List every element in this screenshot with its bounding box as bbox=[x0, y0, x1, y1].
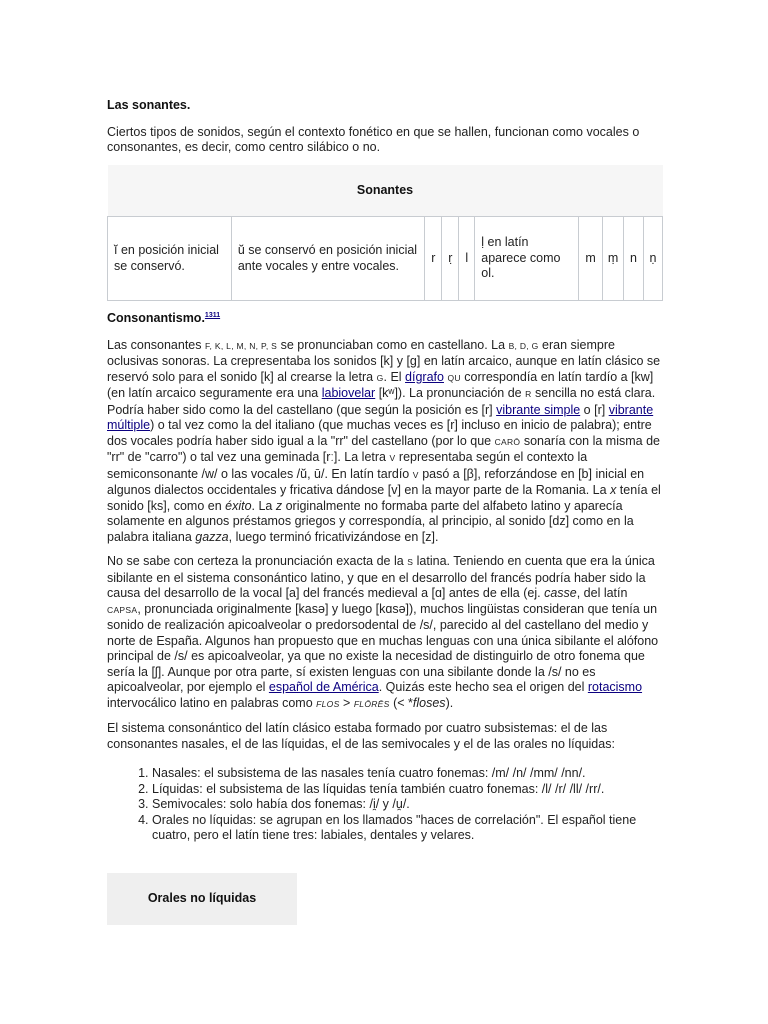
sibilant-paragraph: No se sabe con certeza la pronunciación exacta de la S latina. Teniendo en cuenta que era la única sibilante en el sistema consonántico latino, y que en el desarrollo del francés podría haber sido la causa del desarrollo de la vocal [a] del francés medieval a [ɑ] antes de ella (ej. casse, del latín CAPSA, pronunciada originalmente [kasə] y luego [kɑsə]), muchos lingüistas consideran que tenía un sonido de realización apicoalveolar o predorsodental de /s/, parecido al del castellano del medio y norte de España. Algunos han propuesto que en muchas lenguas con una única sibilante el alófono principal de /s/ es apicoalveolar, ya que no existe la necesidad de distinguirlo de otro fonema que sería la [ʃ]. Aunque por otra parte, sí existen lenguas con una sibilante donde la /s/ no es apicoalveolar, por ejemplo el español de América. Quizás este hecho sea el origen del rotacismo intervocálico latino en palabras como FLOS > FLŌRĒS (< *floses). bbox=[107, 554, 659, 710]
list-item: 2. Líquidas: el subsistema de las líquidas tenía también cuatro fonemas: /l/ /r/ /ll/ /rr/. bbox=[152, 782, 663, 798]
orales-no-liquidas-header: Orales no líquidas bbox=[107, 873, 297, 925]
link-vibrante-multiple[interactable]: vibrante múltiple bbox=[107, 402, 654, 432]
table-cell: ŭ se conservó en posición inicial ante vocales y entre vocales. bbox=[231, 217, 425, 301]
link-labiovelar[interactable]: labiovelar bbox=[321, 386, 376, 400]
table-caption: Sonantes bbox=[108, 165, 663, 217]
list-item: 3. Semivocales: solo había dos fonemas: /i̯/ y /u̯/. bbox=[152, 797, 663, 813]
subsystems-list bbox=[107, 766, 663, 844]
link-digrafo[interactable]: dígrafo bbox=[405, 369, 444, 384]
subsystems-paragraph: El sistema consonántico del latín clásico estaba formado por cuatro subsistemas: el de las consonantes nasales, el de las líquidas, el de las semivocales y el de las orales no líquidas: bbox=[107, 721, 615, 751]
link-vibrante-simple[interactable]: vibrante simple bbox=[496, 402, 581, 417]
table-cell: l bbox=[459, 217, 475, 301]
table-cell: ĭ en posición inicial se conservó. bbox=[108, 217, 232, 301]
table-row bbox=[108, 217, 663, 301]
section-heading-sonantes: Las sonantes. bbox=[107, 98, 191, 112]
table-cell: ṇ bbox=[643, 217, 662, 301]
link-rotacismo[interactable]: rotacismo bbox=[587, 680, 643, 694]
article-content bbox=[107, 98, 663, 906]
link-espanol-de-america[interactable]: español de América bbox=[268, 680, 379, 694]
section-heading-consonantismo bbox=[107, 311, 663, 327]
list-item: 1. Nasales: el subsistema de las nasales tenía cuatro fonemas: /m/ /n/ /mm/ /nn/. bbox=[152, 766, 663, 782]
consonantismo-title: Consonantismo. bbox=[107, 311, 205, 325]
sonantes-table bbox=[107, 165, 663, 302]
consonants-paragraph: Las consonantes F, K, L, M, N, P, S se pronunciaban como en castellano. La B, D, G eran siempre oclusivas sonoras. La crepresentaba los sonidos [k] y [g] en latín arcaico, aunque en latín clásico se reservó solo para el sonido [k] al crearse la letra G. El dígrafo QU correspondía en latín tardío a [kw] (en latín arcaico seguramente era una labiovelar [kʷ]). La pronunciación de R sencilla no está clara. Podría haber sido como la del castellano (que según la posición es [r] vibrante simple o [r] vibrante múltiple) o tal vez como la del italiano (que muchas veces es [r] incluso en inicio de palabra); entre dos vocales podría haber sido igual a la "rr" del castellano (por lo que CARŌ sonaría con la misma de "rr" de "carro") o tal vez una geminada [rː]. La letra V representaba según el contexto la semiconsonante /w/ o las vocales /ŭ, ū/. En latín tardío V pasó a [β], reforzándose en [b] inicial en algunos dialectos occidentales y fricativa dándose [v] en la mayor parte de la Romania. La x tenía el sonido [ks], como en éxito. La z originalmente no formaba parte del alfabeto latino y aparecía solamente en algunos préstamos griegos y correspondía, al principio, al sonido [dz] como en la palabra italiana gazza, luego terminó fricativizándose en [z]. bbox=[107, 337, 661, 544]
table-cell: ṃ bbox=[603, 217, 624, 301]
intro-paragraph: Ciertos tipos de sonidos, según el contexto fonético en que se hallen, funcionan como vocales o consonantes, es decir, como centro silábico o no. bbox=[107, 124, 640, 154]
table-cell: n bbox=[624, 217, 644, 301]
table-cell: ḷ en latín aparece como ol. bbox=[475, 217, 579, 301]
reference-link[interactable]: 1311 bbox=[204, 311, 221, 319]
table-cell: r bbox=[425, 217, 442, 301]
table-cell: m bbox=[579, 217, 603, 301]
table-cell: ṛ bbox=[442, 217, 459, 301]
list-item: 4. Orales no líquidas: se agrupan en los llamados "haces de correlación". El español tiene cuatro, pero el latín tiene tres: labiales, dentales y velares. bbox=[152, 813, 663, 844]
